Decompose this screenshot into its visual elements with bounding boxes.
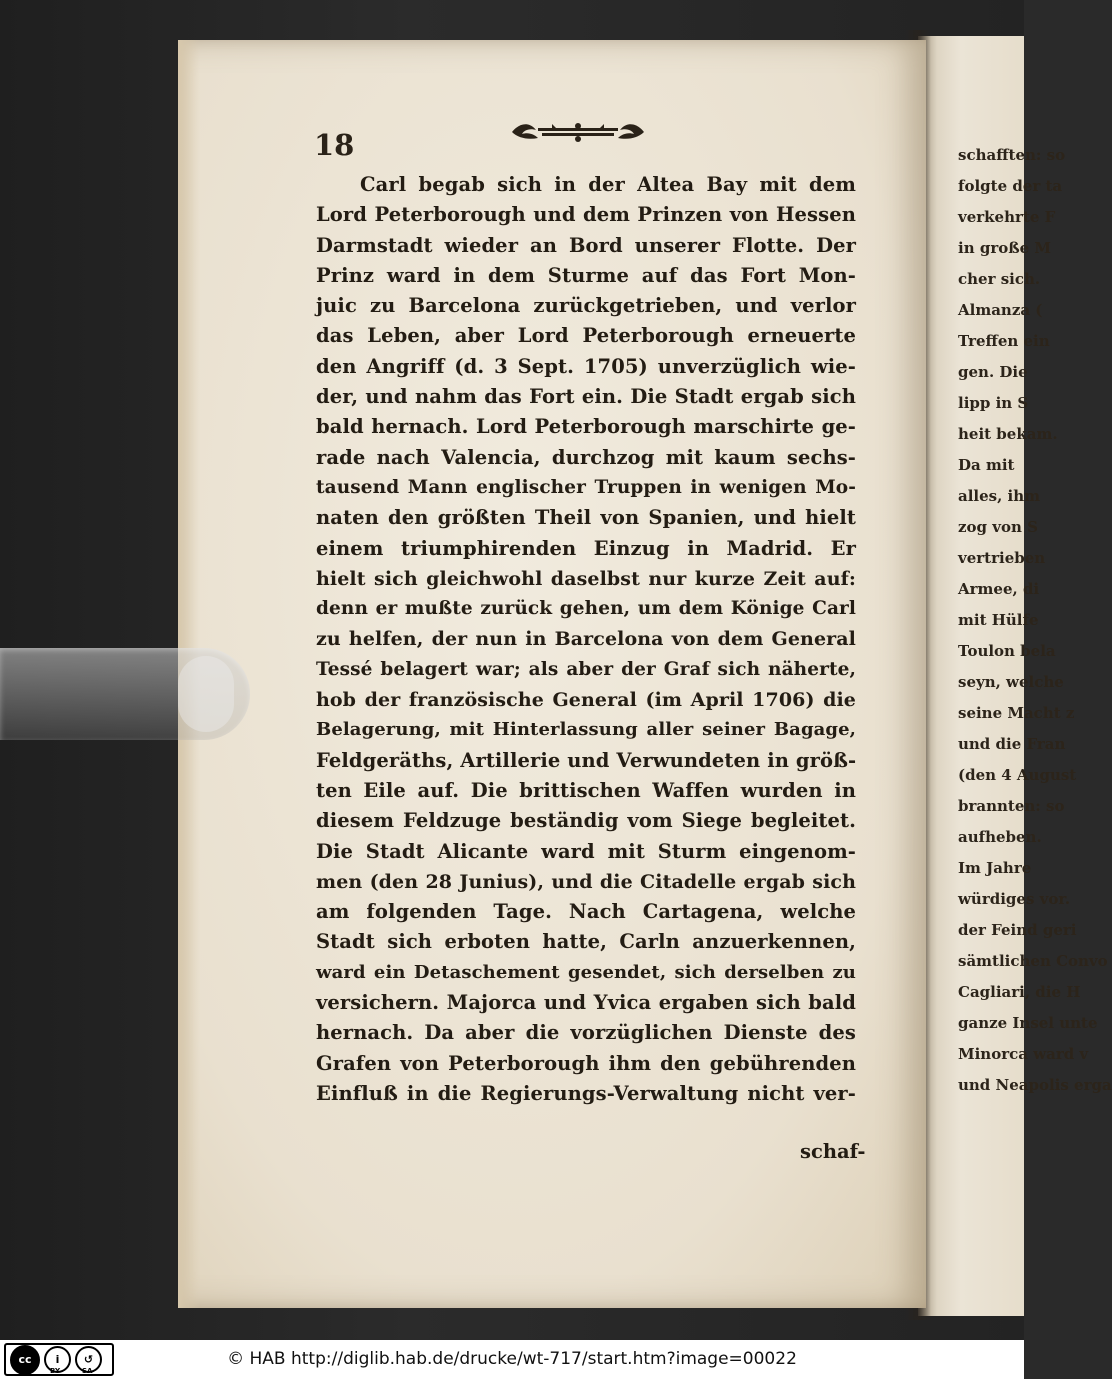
facing-text-line: würdiges vor.	[958, 890, 1071, 908]
text-line: rade nach Valencia, durchzog mit kaum sechs-	[316, 445, 856, 469]
text-line: das Leben, aber Lord Peterborough erneuerte	[316, 324, 856, 348]
text-line: denn er mußte zurück gehen, um dem Könige Carl	[316, 598, 856, 620]
facing-text-line: seyn, welche	[958, 673, 1064, 691]
text-line: den Angriff (d. 3 Sept. 1705) unverzüglich wie-	[316, 354, 856, 378]
text-line: ward ein Detaschement gesendet, sich derselben zu	[316, 961, 856, 983]
facing-text-line: sämtlichen Convo	[958, 952, 1108, 970]
text-line: Feldgeräths, Artillerie und Verwundeten in größ-	[316, 748, 857, 772]
text-line: Carl begab sich in der Altea Bay mit dem	[360, 173, 856, 196]
text-line: versichern. Majorca und Yvica ergaben sich bald	[316, 991, 856, 1015]
text-line: Prinz ward in dem Sturme auf das Fort Mon-	[316, 263, 856, 287]
facing-text-line: in große M	[958, 239, 1051, 257]
page-clip	[0, 648, 250, 740]
by-label: BY	[50, 1367, 61, 1375]
facing-text-line: verkehrte F	[958, 208, 1056, 226]
footer-bar	[0, 1340, 1024, 1379]
facing-text-line: alles, ihm	[958, 487, 1041, 505]
facing-text-line: (den 4 August	[958, 766, 1077, 784]
sa-icon: ↺	[75, 1346, 102, 1373]
text-line: bald hernach. Lord Peterborough marschirte ge-	[316, 415, 856, 439]
text-line: am folgenden Tage. Nach Cartagena, welche	[316, 900, 856, 924]
facing-text-line: brannten: so	[958, 797, 1065, 815]
facing-text-line: ganze Insel unte	[958, 1014, 1098, 1032]
text-line: Tessé belagert war; als aber der Graf sich näherte,	[316, 658, 856, 680]
text-line: tausend Mann englischer Truppen in wenigen Mo-	[316, 476, 856, 498]
text-line: einem triumphirenden Einzug in Madrid. Er	[316, 536, 856, 560]
facing-text-line: lipp in S	[958, 394, 1029, 412]
facing-text-line: mit Hülfe	[958, 611, 1039, 629]
text-line: der, und nahm das Fort ein. Die Stadt ergab sich	[316, 385, 856, 409]
text-line: juic zu Barcelona zurückgetrieben, und verlor	[316, 294, 856, 318]
text-line: zu helfen, der nun in Barcelona von dem General	[316, 628, 856, 651]
facing-text-line: und Neapolis erga	[958, 1076, 1112, 1094]
facing-text-line: Almanza (	[958, 301, 1043, 319]
text-line: men (den 28 Junius), und die Citadelle ergab sich	[316, 870, 856, 893]
text-line: diesem Feldzuge beständig vom Siege begleitet.	[316, 809, 856, 833]
text-line: Die Stadt Alicante ward mit Sturm eingenom-	[316, 839, 856, 863]
facing-text-line: Da mit	[958, 456, 1015, 474]
facing-text-line: zog von S	[958, 518, 1038, 536]
text-line: Stadt sich erboten hatte, Carln anzuerkennen,	[316, 930, 856, 954]
catchword: schaf-	[800, 1140, 866, 1163]
facing-text-line: vertrieben	[958, 549, 1046, 567]
ornament-icon	[508, 118, 648, 146]
by-icon: i	[44, 1346, 71, 1373]
facing-text-line: aufheben.	[958, 828, 1042, 846]
text-line: ten Eile auf. Die brittischen Waffen wurden in	[316, 778, 856, 802]
facing-text-line: der Feind geri	[958, 921, 1077, 939]
facing-text-line: Treffen ein	[958, 332, 1050, 350]
cc-icon: cc	[10, 1345, 40, 1375]
sa-label: SA	[82, 1367, 93, 1375]
facing-text-line: folgte der ta	[958, 177, 1063, 195]
facing-text-line: Cagliari, die H	[958, 983, 1081, 1001]
text-line: hielt sich gleichwohl daselbst nur kurze Zeit auf:	[316, 567, 856, 590]
body-text	[316, 170, 856, 1109]
facing-text-line: Toulon bela	[958, 642, 1056, 660]
facing-text-line: Armee, di	[958, 580, 1040, 598]
text-line: Belagerung, mit Hinterlassung aller seiner Bagage,	[316, 719, 856, 741]
facing-text-line: heit bekam.	[958, 425, 1058, 443]
text-line: hob der französische General (im April 1706) die	[316, 689, 856, 712]
facing-text-line: schafften: so	[958, 146, 1066, 164]
page-number: 18	[314, 128, 355, 162]
facing-text-line: Im Jahre	[958, 859, 1032, 877]
facing-text-line: gen. Die	[958, 363, 1028, 381]
text-line: Darmstadt wieder an Bord unserer Flotte. Der	[316, 233, 856, 257]
facing-text-line: cher sich.	[958, 270, 1041, 288]
text-line: hernach. Da aber die vorzüglichen Dienste des	[316, 1021, 856, 1045]
text-line: naten den größten Theil von Spanien, und hielt	[316, 506, 856, 530]
facing-page-text	[958, 140, 1112, 1101]
text-line: Einfluß in die Regierungs-Verwaltung nicht ver-	[316, 1081, 856, 1105]
text-line: Grafen von Peterborough ihm den gebührenden	[316, 1051, 856, 1075]
text-line: Lord Peterborough und dem Prinzen von Hessen	[316, 203, 856, 227]
facing-text-line: und die Fran	[958, 735, 1066, 753]
facing-text-line: seine Macht z	[958, 704, 1075, 722]
copyright-credit[interactable]: © HAB http://diglib.hab.de/drucke/wt-717/start.htm?image=00022	[227, 1349, 797, 1369]
facing-text-line: Minorca ward v	[958, 1045, 1089, 1063]
